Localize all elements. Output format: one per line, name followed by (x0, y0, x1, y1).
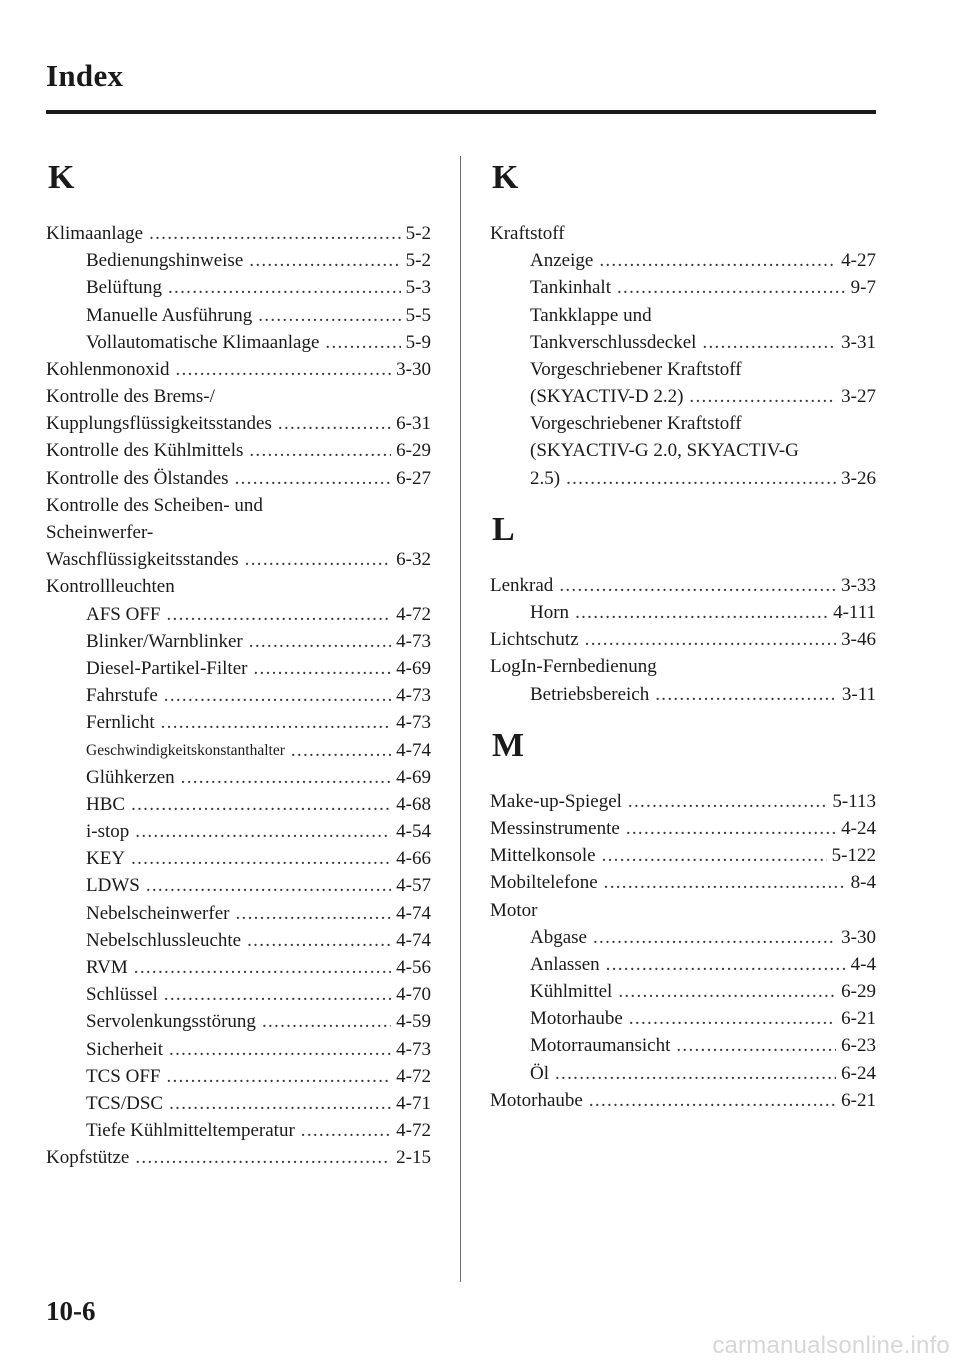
index-subentry (46, 1008, 431, 1035)
section-letter: K (492, 159, 519, 196)
entry-page-ref: 9-7 (850, 277, 876, 299)
dot-leader (253, 655, 391, 682)
dot-leader (559, 572, 836, 599)
entry-term: Nebelschlussleuchte (86, 929, 242, 951)
entry-page-ref: 6-31 (396, 413, 431, 435)
entry-term: Klimaanlage (46, 222, 144, 244)
dot-leader (135, 1144, 391, 1171)
entry-page-ref: 4-74 (396, 902, 431, 924)
index-subentry (46, 601, 431, 628)
entry-term: Tankklappe und (530, 304, 652, 326)
dot-leader (146, 872, 391, 899)
dot-leader (589, 1087, 836, 1114)
entry-term: HBC (86, 793, 126, 815)
dot-leader (676, 1032, 836, 1059)
entry-term: Kopfstütze (46, 1147, 130, 1169)
entry-term: Lichtschutz (490, 629, 579, 651)
entry-term: Kontrolle des Scheiben- und (46, 494, 263, 516)
dot-leader (301, 1117, 391, 1144)
entry-page-ref: 6-29 (841, 981, 876, 1003)
index-section (490, 158, 876, 492)
entry-term: Motorhaube (530, 1008, 623, 1030)
entry-term: Kontrolle des Kühlmittels (46, 440, 244, 462)
dot-leader (325, 329, 400, 356)
entry-term: Motorhaube (490, 1089, 583, 1111)
index-subentry (490, 924, 876, 951)
index-entry (490, 626, 876, 653)
index-subentry (46, 737, 431, 764)
dot-leader (628, 788, 827, 815)
entry-term: Motor (490, 899, 538, 921)
page-number: 10-6 (46, 1296, 96, 1326)
index-subentry (46, 954, 431, 981)
dot-leader (702, 329, 836, 356)
index-subentry (46, 655, 431, 682)
entry-page-ref: 3-26 (841, 467, 876, 489)
index-subentry (490, 302, 876, 329)
entry-term: LogIn-Fernbedienung (490, 656, 657, 678)
entry-term: Kraftstoff (490, 222, 565, 244)
entry-page-ref: 5-113 (832, 790, 876, 812)
entry-term: Tiefe Kühlmitteltemperatur (86, 1120, 295, 1142)
dot-leader (258, 302, 400, 329)
entry-term: Servolenkungsstörung (86, 1011, 256, 1033)
index-section (490, 726, 876, 1114)
index-subentry (46, 709, 431, 736)
entry-page-ref: 4-27 (841, 250, 876, 272)
entry-page-ref: 4-111 (833, 602, 876, 624)
entry-page-ref: 8-4 (850, 872, 876, 894)
entry-term: Tankinhalt (530, 277, 611, 299)
entry-page-ref: 4-69 (396, 657, 431, 679)
section-letter: K (48, 159, 75, 196)
dot-leader (278, 410, 391, 437)
entry-page-ref: 4-72 (396, 1065, 431, 1087)
entry-term: Betriebsbereich (530, 683, 650, 705)
dot-leader (291, 737, 391, 764)
entry-term: Geschwindigkeitskonstanthalter (86, 741, 285, 759)
dot-leader (135, 818, 391, 845)
index-entry (46, 438, 431, 465)
index-subentry (46, 791, 431, 818)
index-entry (46, 465, 431, 492)
entry-term: Scheinwerfer- (46, 522, 154, 544)
dot-leader (131, 845, 391, 872)
entry-page-ref: 4-73 (396, 712, 431, 734)
dot-leader (566, 465, 836, 492)
index-entry (490, 1087, 876, 1114)
entry-term: TCS/DSC (86, 1092, 164, 1114)
entry-page-ref: 4-59 (396, 1011, 431, 1033)
dot-leader (161, 709, 392, 736)
entry-term: LDWS (86, 875, 140, 897)
entry-page-ref: 5-3 (405, 277, 431, 299)
section-letter: M (492, 726, 525, 764)
entry-term: Sicherheit (86, 1038, 164, 1060)
entry-term: Nebelscheinwerfer (86, 902, 230, 924)
entry-term: 2.5) (530, 467, 561, 489)
entry-page-ref: 4-74 (396, 929, 431, 951)
entry-page-ref: 4-73 (396, 630, 431, 652)
entry-page-ref: 2-15 (396, 1147, 431, 1169)
entry-page-ref: 5-2 (405, 222, 431, 244)
index-entry (46, 573, 431, 600)
entry-term: (SKYACTIV-D 2.2) (530, 386, 684, 408)
index-subentry (46, 818, 431, 845)
index-subentry (46, 1117, 431, 1144)
dot-leader (176, 356, 392, 383)
index-entry (490, 869, 876, 896)
entry-term: Glühkerzen (86, 766, 175, 788)
entry-page-ref: 6-21 (841, 1008, 876, 1030)
section-letter: L (492, 510, 515, 548)
entry-page-ref: 5-122 (831, 845, 876, 867)
index-section (46, 158, 431, 1172)
entry-page-ref: 6-23 (841, 1035, 876, 1057)
dot-leader (655, 681, 837, 708)
dot-leader (168, 274, 401, 301)
entry-page-ref: 4-4 (850, 953, 876, 975)
entry-page-ref: 4-71 (396, 1092, 431, 1114)
entry-term: Horn (530, 602, 570, 624)
entry-term: Kontrolle des Ölstandes (46, 467, 229, 489)
entry-term: Belüftung (86, 277, 162, 299)
index-subentry (490, 978, 876, 1005)
dot-leader (555, 1060, 836, 1087)
index-subentry (46, 900, 431, 927)
index-entry (46, 356, 431, 383)
entry-term: Abgase (530, 926, 587, 948)
dot-leader (593, 924, 836, 951)
dot-leader (169, 1036, 391, 1063)
entry-page-ref: 3-30 (396, 358, 431, 380)
index-subentry (490, 1033, 876, 1060)
entry-term: KEY (86, 848, 126, 870)
dot-leader (602, 842, 827, 869)
entry-page-ref: 4-68 (396, 793, 431, 815)
entry-term: AFS OFF (86, 603, 161, 625)
index-entry (46, 410, 431, 437)
entry-term: Anlassen (530, 953, 600, 975)
dot-leader (235, 465, 392, 492)
entry-term: Kohlenmonoxid (46, 358, 170, 380)
entry-page-ref: 4-70 (396, 984, 431, 1006)
dot-leader (245, 546, 392, 573)
index-entry (46, 492, 431, 519)
index-subentry (46, 981, 431, 1008)
index-subentry (46, 682, 431, 709)
dot-leader (249, 247, 400, 274)
dot-leader (689, 383, 836, 410)
dot-leader (617, 274, 846, 301)
entry-term: Fahrstufe (86, 685, 158, 707)
index-entry (46, 519, 431, 546)
index-subentry (490, 1060, 876, 1087)
right-column (490, 150, 876, 1114)
index-entry (490, 220, 876, 247)
entry-page-ref: 3-30 (841, 926, 876, 948)
entry-page-ref: 4-57 (396, 875, 431, 897)
index-subentry (46, 1063, 431, 1090)
index-subentry (46, 927, 431, 954)
index-entry (490, 815, 876, 842)
index-subentry (490, 465, 876, 492)
entry-term: Vollautomatische Klimaanlage (86, 331, 320, 353)
entry-term: i-stop (86, 821, 130, 843)
entry-page-ref: 6-21 (841, 1089, 876, 1111)
index-subentry (46, 873, 431, 900)
title-rule (46, 110, 876, 114)
index-entry (46, 1144, 431, 1171)
dot-leader (599, 247, 836, 274)
dot-leader (604, 869, 846, 896)
entry-term: Motorraumansicht (530, 1035, 671, 1057)
entry-page-ref: 3-33 (841, 574, 876, 596)
entry-page-ref: 3-31 (841, 331, 876, 353)
index-subentry (490, 599, 876, 626)
dot-leader (166, 601, 391, 628)
entry-term: Make-up-Spiegel (490, 790, 622, 812)
entry-page-ref: 4-72 (396, 603, 431, 625)
entry-page-ref: 4-54 (396, 821, 431, 843)
entry-term: Fernlicht (86, 712, 155, 734)
entry-term: Messinstrumente (490, 817, 620, 839)
index-entry (46, 220, 431, 247)
entry-term: Kupplungsflüssigkeitsstandes (46, 413, 272, 435)
entry-page-ref: 4-74 (396, 739, 431, 761)
index-subentry (490, 274, 876, 301)
entry-page-ref: 4-24 (841, 817, 876, 839)
index-subentry (46, 329, 431, 356)
dot-leader (164, 981, 391, 1008)
dot-leader (249, 437, 391, 464)
column-divider (460, 156, 461, 1282)
dot-leader (235, 900, 391, 927)
index-section (490, 510, 876, 708)
entry-page-ref: 6-32 (396, 549, 431, 571)
entry-page-ref: 4-72 (396, 1120, 431, 1142)
dot-leader (626, 815, 836, 842)
entry-page-ref: 4-66 (396, 848, 431, 870)
entry-page-ref: 3-27 (841, 386, 876, 408)
index-subentry (46, 1090, 431, 1117)
dot-leader (249, 628, 391, 655)
index-entry (490, 572, 876, 599)
index-entry (46, 546, 431, 573)
entry-page-ref: 6-29 (396, 440, 431, 462)
index-subentry (490, 1005, 876, 1032)
dot-leader (134, 954, 391, 981)
index-subentry (46, 628, 431, 655)
entry-page-ref: 3-46 (841, 629, 876, 651)
dot-leader (262, 1008, 391, 1035)
index-subentry (490, 383, 876, 410)
dot-leader (164, 682, 391, 709)
dot-leader (247, 927, 391, 954)
entry-page-ref: 5-9 (405, 331, 431, 353)
page-title: Index (46, 58, 124, 93)
entry-page-ref: 6-24 (841, 1062, 876, 1084)
index-subentry (490, 247, 876, 274)
dot-leader (169, 1090, 391, 1117)
dot-leader (629, 1005, 836, 1032)
entry-term: Kühlmittel (530, 981, 613, 1003)
index-subentry (46, 274, 431, 301)
entry-term: Diesel-Partikel-Filter (86, 657, 248, 679)
entry-page-ref: 4-56 (396, 957, 431, 979)
index-entry (490, 653, 876, 680)
index-subentry (490, 438, 876, 465)
entry-page-ref: 5-5 (405, 304, 431, 326)
entry-term: Kontrollleuchten (46, 576, 175, 598)
entry-term: Vorgeschriebener Kraftstoff (530, 413, 742, 435)
entry-term: TCS OFF (86, 1065, 161, 1087)
entry-page-ref: 4-73 (396, 685, 431, 707)
entry-term: Manuelle Ausführung (86, 304, 253, 326)
entry-term: Vorgeschriebener Kraftstoff (530, 358, 742, 380)
left-column (46, 150, 431, 1172)
index-subentry (46, 1036, 431, 1063)
index-entry (490, 788, 876, 815)
index-subentry (490, 951, 876, 978)
index-subentry (490, 356, 876, 383)
dot-leader (575, 599, 828, 626)
index-subentry (46, 845, 431, 872)
index-entry (490, 842, 876, 869)
entry-page-ref: 5-2 (405, 250, 431, 272)
entry-term: Anzeige (530, 250, 594, 272)
dot-leader (131, 791, 391, 818)
entry-term: Bedienungshinweise (86, 250, 244, 272)
index-subentry (46, 764, 431, 791)
entry-term: Kontrolle des Brems-/ (46, 386, 215, 408)
dot-leader (606, 951, 846, 978)
index-entry (46, 383, 431, 410)
index-subentry (46, 302, 431, 329)
watermark: carmanualsonline.info (712, 1332, 950, 1359)
entry-term: Schlüssel (86, 984, 158, 1006)
index-subentry (490, 329, 876, 356)
entry-term: Mobiltelefone (490, 872, 598, 894)
dot-leader (618, 978, 836, 1005)
entry-term: RVM (86, 957, 128, 979)
entry-page-ref: 3-11 (841, 683, 876, 705)
entry-term: Lenkrad (490, 574, 554, 596)
entry-page-ref: 6-27 (396, 467, 431, 489)
entry-term: (SKYACTIV-G 2.0, SKYACTIV-G (530, 440, 799, 462)
index-subentry (490, 681, 876, 708)
index-entry (490, 897, 876, 924)
dot-leader (585, 626, 837, 653)
entry-term: Mittelkonsole (490, 845, 596, 867)
dot-leader (181, 764, 392, 791)
dot-leader (166, 1063, 391, 1090)
index-subentry (490, 410, 876, 437)
entry-term: Tankverschlussdeckel (530, 331, 697, 353)
entry-term: Waschflüssigkeitsstandes (46, 549, 239, 571)
entry-page-ref: 4-69 (396, 766, 431, 788)
entry-term: Blinker/Warnblinker (86, 630, 243, 652)
entry-page-ref: 4-73 (396, 1038, 431, 1060)
index-subentry (46, 247, 431, 274)
entry-term: Öl (530, 1062, 549, 1084)
dot-leader (149, 220, 401, 247)
